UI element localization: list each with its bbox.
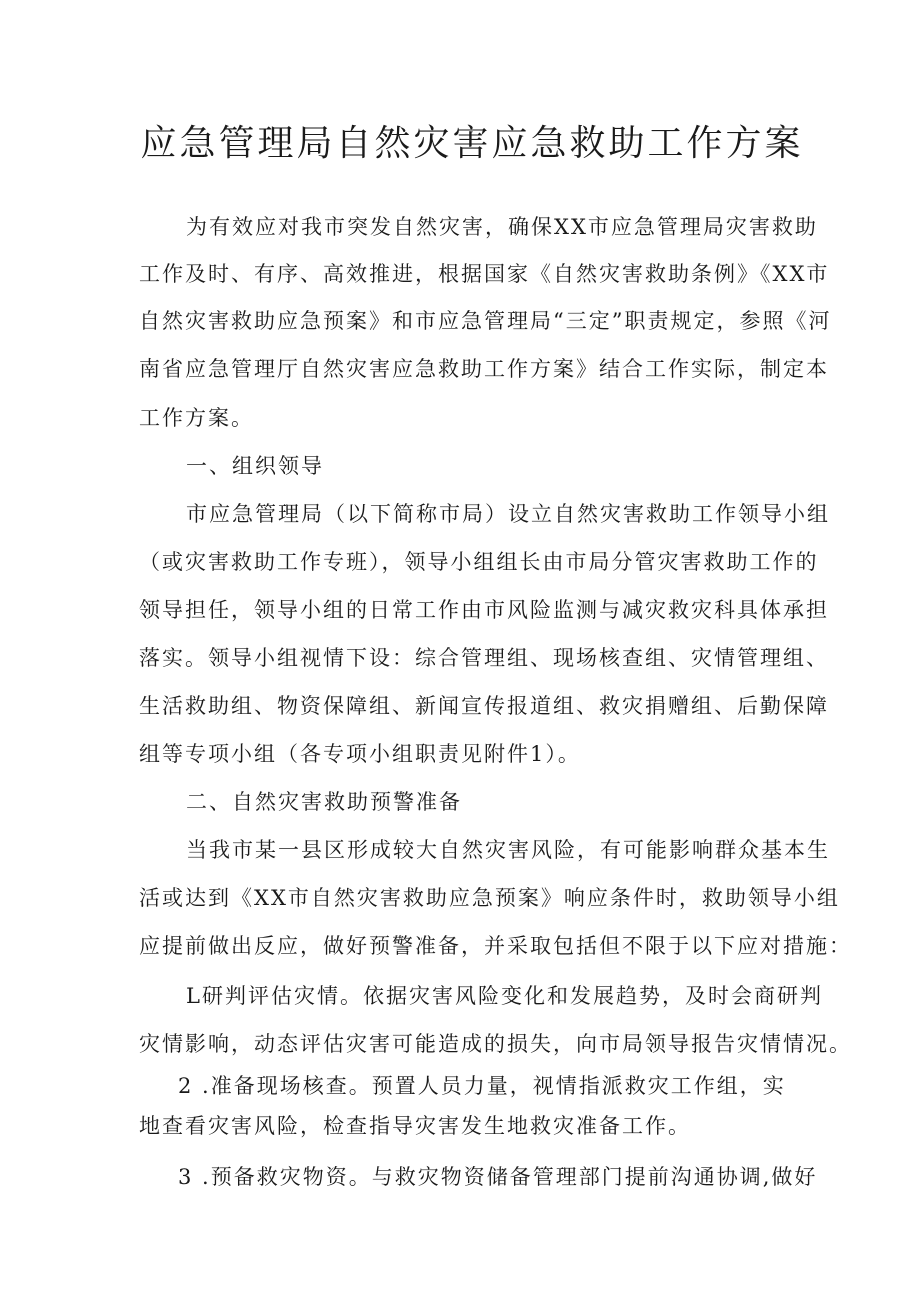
section-heading: 二、自然灾害救助预警准备 — [186, 790, 462, 814]
body-line: 为有效应对我市突发自然灾害，确保XX市应急管理局灾害救助 — [186, 215, 818, 239]
body-line: 当我市某一县区形成较大自然灾害风险，有可能影响群众基本生 — [186, 838, 830, 862]
section-heading: 一、组织领导 — [186, 454, 324, 478]
body-line: 南省应急管理厅自然灾害应急救助工作方案》结合工作实际，制定本 — [139, 357, 829, 381]
body-line: 工作方案。 — [139, 406, 254, 430]
body-line: 市应急管理局（以下简称市局）设立自然灾害救助工作领导小组 — [186, 502, 830, 526]
body-line: 地查看灾害风险，检查指导灾害发生地救灾准备工作。 — [139, 1114, 691, 1138]
body-line: 3 .预备救灾物资。与救灾物资储备管理部门提前沟通协调,做好 — [178, 1165, 818, 1189]
body-line: 2 .准备现场核查。预置人员力量，视情指派救灾工作组，实 — [178, 1074, 786, 1098]
body-line: 灾情影响，动态评估灾害可能造成的损失，向市局领导报告灾情情况。 — [139, 1032, 852, 1056]
body-line: 自然灾害救助应急预案》和市应急管理局“三定”职责规定，参照《河 — [139, 309, 832, 333]
body-line: 生活救助组、物资保障组、新闻宣传报道组、救灾捐赠组、后勤保障 — [139, 694, 829, 718]
body-line: （或灾害救助工作专班），领导小组组长由市局分管灾害救助工作的 — [139, 550, 819, 574]
body-line: 应提前做出反应，做好预警准备，并采取包括但不限于以下应对措施： — [139, 934, 852, 958]
body-line: L研判评估灾情。依据灾害风险变化和发展趋势，及时会商研判 — [186, 984, 823, 1008]
body-line: 落实。领导小组视情下设：综合管理组、现场核查组、灾情管理组、 — [139, 646, 829, 670]
document-title: 应急管理局自然灾害应急救助工作方案 — [140, 123, 804, 164]
body-line: 领导担任，领导小组的日常工作由市风险监测与减灾救灾科具体承担 — [139, 598, 829, 622]
body-line: 工作及时、有序、高效推进，根据国家《自然灾害救助条例》《XX市 — [139, 262, 830, 286]
body-line: 活或达到《XX市自然灾害救助应急预案》响应条件时，救助领导小组 — [139, 886, 840, 910]
body-line: 组等专项小组（各专项小组职责见附件1）。 — [139, 742, 581, 766]
